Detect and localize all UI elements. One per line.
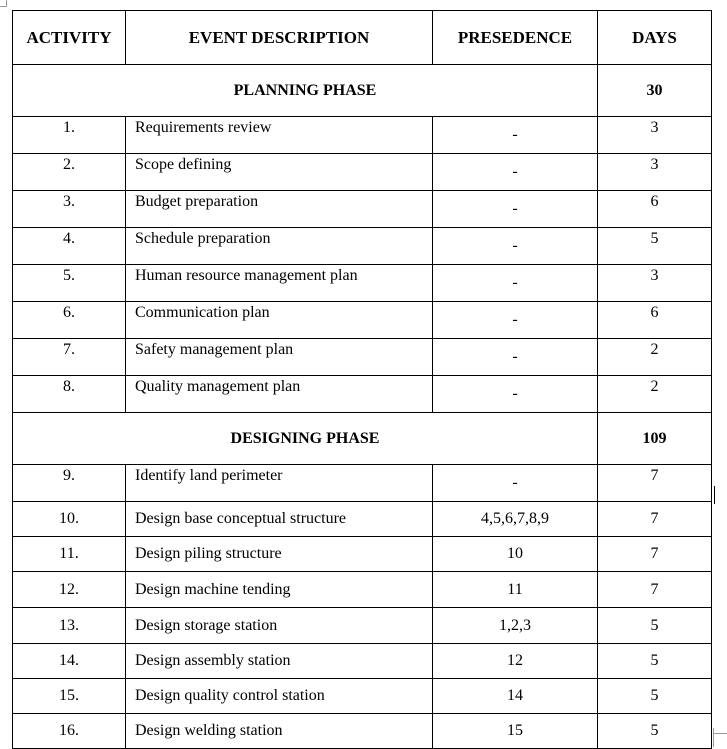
precedence: 4,5,6,7,8,9 <box>433 502 598 537</box>
days: 2 <box>598 339 712 376</box>
phase-row-designing <box>13 413 712 465</box>
precedence: - <box>433 265 598 302</box>
precedence: 11 <box>433 572 598 608</box>
precedence: - <box>433 117 598 154</box>
activity-number: 11. <box>13 537 126 572</box>
event-description: Design welding station <box>126 714 433 749</box>
event-description: Design piling structure <box>126 537 433 572</box>
days: 7 <box>598 537 712 572</box>
activity-number: 1. <box>13 117 126 154</box>
table-row <box>13 502 712 537</box>
precedence: 10 <box>433 537 598 572</box>
table-row <box>13 572 712 608</box>
days: 7 <box>598 502 712 537</box>
event-description: Budget preparation <box>126 191 433 228</box>
page-edge-marker-horizontal <box>713 733 727 734</box>
event-description: Design assembly station <box>126 644 433 679</box>
event-description: Human resource management plan <box>126 265 433 302</box>
activity-number: 15. <box>13 679 126 714</box>
activity-number: 4. <box>13 228 126 265</box>
event-description: Schedule preparation <box>126 228 433 265</box>
days: 7 <box>598 572 712 608</box>
table-row <box>13 465 712 502</box>
precedence: - <box>433 465 598 502</box>
days: 3 <box>598 154 712 191</box>
table-row <box>13 154 712 191</box>
activity-schedule-table <box>12 10 712 749</box>
event-description: Safety management plan <box>126 339 433 376</box>
header-precedence: PRESEDENCE <box>433 11 598 65</box>
precedence: 15 <box>433 714 598 749</box>
phase-total-days: 109 <box>598 413 712 465</box>
event-description: Quality management plan <box>126 376 433 413</box>
table-row <box>13 644 712 679</box>
activity-number: 14. <box>13 644 126 679</box>
header-activity: ACTIVITY <box>13 11 126 65</box>
days: 6 <box>598 302 712 339</box>
header-event-description: EVENT DESCRIPTION <box>126 11 433 65</box>
activity-number: 2. <box>13 154 126 191</box>
event-description: Scope defining <box>126 154 433 191</box>
event-description: Communication plan <box>126 302 433 339</box>
activity-number: 13. <box>13 608 126 644</box>
days: 5 <box>598 679 712 714</box>
precedence: 14 <box>433 679 598 714</box>
event-description: Design machine tending <box>126 572 433 608</box>
table-row <box>13 228 712 265</box>
precedence: - <box>433 154 598 191</box>
header-row <box>13 11 712 65</box>
days: 3 <box>598 265 712 302</box>
table-row <box>13 117 712 154</box>
table-row <box>13 376 712 413</box>
activity-number: 5. <box>13 265 126 302</box>
phase-title: PLANNING PHASE <box>13 65 598 117</box>
precedence: - <box>433 376 598 413</box>
activity-number: 6. <box>13 302 126 339</box>
days: 5 <box>598 644 712 679</box>
precedence: - <box>433 339 598 376</box>
event-description: Design quality control station <box>126 679 433 714</box>
precedence: 12 <box>433 644 598 679</box>
table-row <box>13 265 712 302</box>
precedence: 1,2,3 <box>433 608 598 644</box>
days: 5 <box>598 228 712 265</box>
precedence: - <box>433 302 598 339</box>
days: 3 <box>598 117 712 154</box>
table-row <box>13 191 712 228</box>
table-row <box>13 537 712 572</box>
table-row <box>13 714 712 749</box>
phase-row-planning <box>13 65 712 117</box>
days: 2 <box>598 376 712 413</box>
activity-number: 16. <box>13 714 126 749</box>
activity-number: 10. <box>13 502 126 537</box>
table-row <box>13 679 712 714</box>
text-cursor <box>714 486 715 504</box>
precedence: - <box>433 191 598 228</box>
activity-number: 8. <box>13 376 126 413</box>
document-corner-marker <box>0 0 7 7</box>
days: 6 <box>598 191 712 228</box>
header-days: DAYS <box>598 11 712 65</box>
days: 5 <box>598 608 712 644</box>
phase-title: DESIGNING PHASE <box>13 413 598 465</box>
days: 5 <box>598 714 712 749</box>
days: 7 <box>598 465 712 502</box>
table-row <box>13 339 712 376</box>
table-row <box>13 608 712 644</box>
phase-total-days: 30 <box>598 65 712 117</box>
event-description: Design storage station <box>126 608 433 644</box>
event-description: Design base conceptual structure <box>126 502 433 537</box>
page-edge-marker <box>713 728 714 747</box>
activity-number: 7. <box>13 339 126 376</box>
activity-number: 12. <box>13 572 126 608</box>
activity-number: 3. <box>13 191 126 228</box>
table-row <box>13 302 712 339</box>
event-description: Requirements review <box>126 117 433 154</box>
event-description: Identify land perimeter <box>126 465 433 502</box>
precedence: - <box>433 228 598 265</box>
activity-number: 9. <box>13 465 126 502</box>
